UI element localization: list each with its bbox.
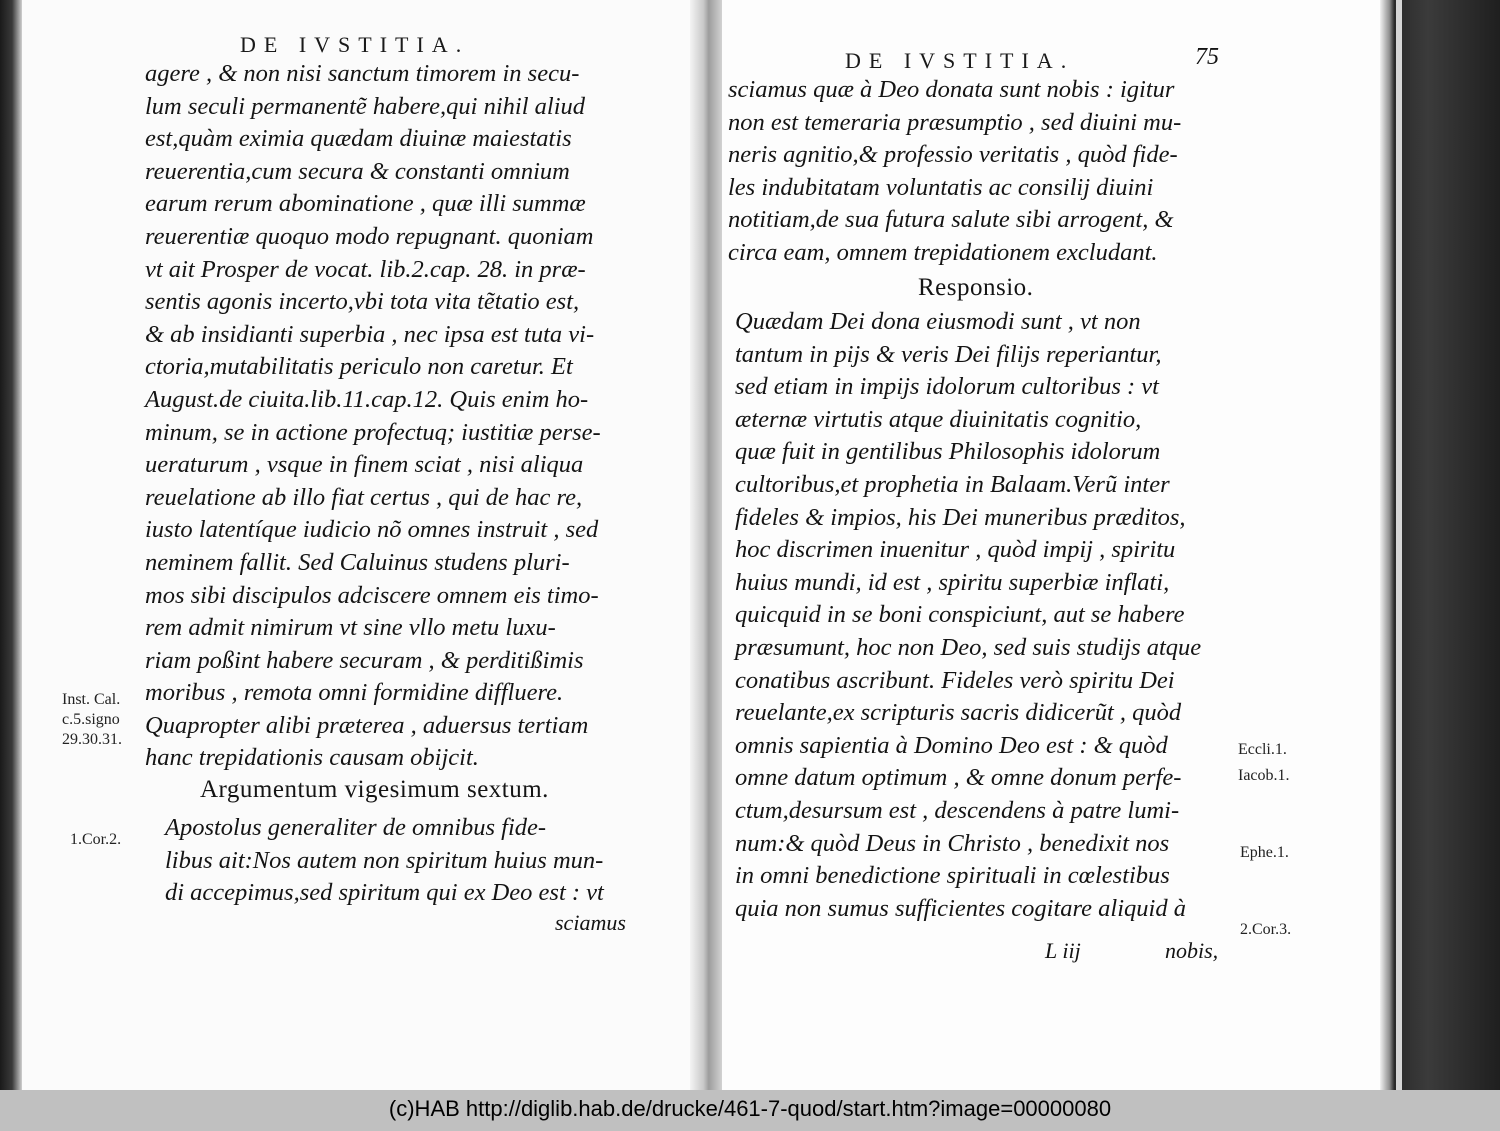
marginal-note-ephe: Ephe.1. (1240, 844, 1289, 861)
signature-mark: L iij (1045, 938, 1081, 963)
text-line: huius mundi, id est , spiritu superbiæ inflati, (735, 568, 1170, 596)
text-line: hanc trepidationis causam obijcit. (145, 744, 479, 772)
text-line: sed etiam in impijs idolorum cultoribus : vt (735, 373, 1159, 401)
text-line: omnis sapientia à Domino Deo est : & quòd (735, 731, 1168, 759)
text-line: conatibus ascribunt. Fideles verò spiritu Dei (735, 666, 1175, 694)
marginal-line: 29.30.31. (62, 731, 122, 748)
right-catchword: nobis, (1165, 938, 1219, 963)
marginal-note-cor-right: 2.Cor.3. (1240, 921, 1292, 938)
text-line: sciamus quæ à Deo donata sunt nobis : igitur (728, 76, 1175, 103)
text-line: neminem fallit. Sed Caluinus studens pluri- (145, 548, 570, 576)
text-line: reuelatione ab illo fiat certus , qui de hac re, (145, 483, 583, 511)
text-line: & ab insidianti superbia , nec ipsa est tuta vi- (145, 320, 595, 348)
text-line: num:& quòd Deus in Christo , benedixit nos (735, 829, 1170, 857)
text-line: æternæ virtutis atque diuinitatis cognitio, (735, 405, 1142, 433)
text-line: Apostolus generaliter de omnibus fide- (165, 814, 547, 841)
text-line: vt ait Prosper de vocat. lib.2.cap. 28. in præ- (145, 255, 586, 283)
text-line: rem admit nimirum vt sine vllo metu luxu- (145, 614, 556, 642)
text-line: mos sibi discipulos adciscere omnem eis timo- (145, 581, 599, 609)
scanner-left-edge (0, 0, 22, 1090)
text-line: notitiam,de sua futura salute sibi arrogent, & (728, 206, 1174, 234)
text-line: tantum in pijs & veris Dei filijs reperiantur, (735, 340, 1162, 368)
text-line: hoc discrimen inuenitur , quòd impij , spiritu (735, 536, 1176, 564)
right-section-heading: Responsio. (918, 274, 1034, 301)
left-catchword: sciamus (555, 910, 626, 935)
text-line: in omni benedictione spirituali in cœlestibus (735, 862, 1170, 890)
text-line: Quapropter alibi præterea , aduersus tertiam (145, 711, 589, 739)
text-line: quæ fuit in gentilibus Philosophis idolorum (735, 438, 1161, 466)
text-line: omne datum optimum , & omne donum perfe- (735, 764, 1182, 792)
marginal-note-inst-cal (62, 690, 122, 750)
text-line: neris agnitio,& professio veritatis , quòd fide- (728, 141, 1178, 169)
text-line: circa eam, omnem trepidationem excludant. (728, 238, 1158, 266)
text-line: est,quàm eximia quædam diuinæ maiestatis (145, 125, 572, 153)
marginal-note-iacob: Iacob.1. (1238, 767, 1290, 784)
text-line: ueraturum , vsque in finem sciat , nisi aliqua (145, 451, 584, 479)
text-line: earum rerum abominatione , quæ illi summæ (145, 190, 586, 218)
left-section-heading: Argumentum vigesimum sextum. (200, 776, 549, 803)
text-line: iusto latentíque iudicio nõ omnes instruit , sed (145, 516, 599, 544)
text-line: riam poßint habere securam , & perditißimis (145, 646, 584, 674)
text-line: quia non sumus sufficientes cogitare aliquid à (735, 894, 1186, 922)
left-running-head: DE IVSTITIA. (240, 32, 470, 57)
text-line: reuerentiæ quoquo modo repugnant. quoniam (145, 222, 594, 250)
right-running-head: DE IVSTITIA. (845, 48, 1075, 73)
text-line: libus ait:Nos autem non spiritum huius mun- (165, 846, 604, 874)
text-line: minum, se in actione profectuq; iustitiæ perse- (145, 418, 601, 446)
marginal-line: Inst. Cal. (62, 691, 121, 708)
text-line: Quædam Dei dona eiusmodi sunt , vt non (735, 308, 1141, 335)
text-line: reuelante,ex scripturis sacris didicerũt , quòd (735, 699, 1182, 727)
text-line: moribus , remota omni formidine diffluere. (145, 679, 564, 707)
left-body-text-continued (165, 812, 665, 910)
right-body-text (728, 74, 1228, 270)
text-line: cultoribus,et prophetia in Balaam.Verũ inter (735, 470, 1170, 498)
text-line: reuerentia,cum secura & constanti omnium (145, 157, 570, 185)
text-line: fideles & impios, his Dei muneribus præditos, (735, 503, 1186, 531)
marginal-line: c.5.signo (62, 711, 120, 728)
text-line: ctum,desursum est , descendens à patre lumi- (735, 796, 1180, 824)
text-line: ctoria,mutabilitatis periculo non caretur. Et (145, 353, 573, 381)
text-line: non est temeraria præsumptio , sed diuini mu- (728, 108, 1182, 136)
text-line: agere , & non nisi sanctum timorem in secu- (145, 60, 580, 87)
book-gutter (690, 0, 724, 1090)
copyright-credit: (c)HAB http://diglib.hab.de/drucke/461-7-quod/start.htm?image=00000080 (388, 1096, 1112, 1121)
text-line: sentis agonis incerto,vbi tota vita tẽtatio est, (145, 288, 580, 316)
marginal-note-eccli: Eccli.1. (1238, 741, 1287, 758)
text-line: di accepimus,sed spiritum qui ex Deo est : vt (165, 879, 604, 907)
page-number: 75 (1195, 44, 1219, 70)
page-edge-stripe (1396, 0, 1402, 1090)
text-line: August.de ciuita.lib.11.cap.12. Quis enim ho- (145, 385, 589, 413)
text-line: quicquid in se boni conspiciunt, aut se habere (735, 601, 1185, 629)
left-body-text (145, 58, 665, 775)
marginal-note-cor: 1.Cor.2. (70, 831, 122, 848)
right-body-text-continued (735, 306, 1230, 925)
text-line: lum seculi permanentẽ habere,qui nihil aliud (145, 92, 586, 120)
text-line: præsumunt, hoc non Deo, sed suis studijs atque (735, 633, 1202, 661)
text-line: les indubitatam voluntatis ac consilij diuini (728, 173, 1154, 201)
